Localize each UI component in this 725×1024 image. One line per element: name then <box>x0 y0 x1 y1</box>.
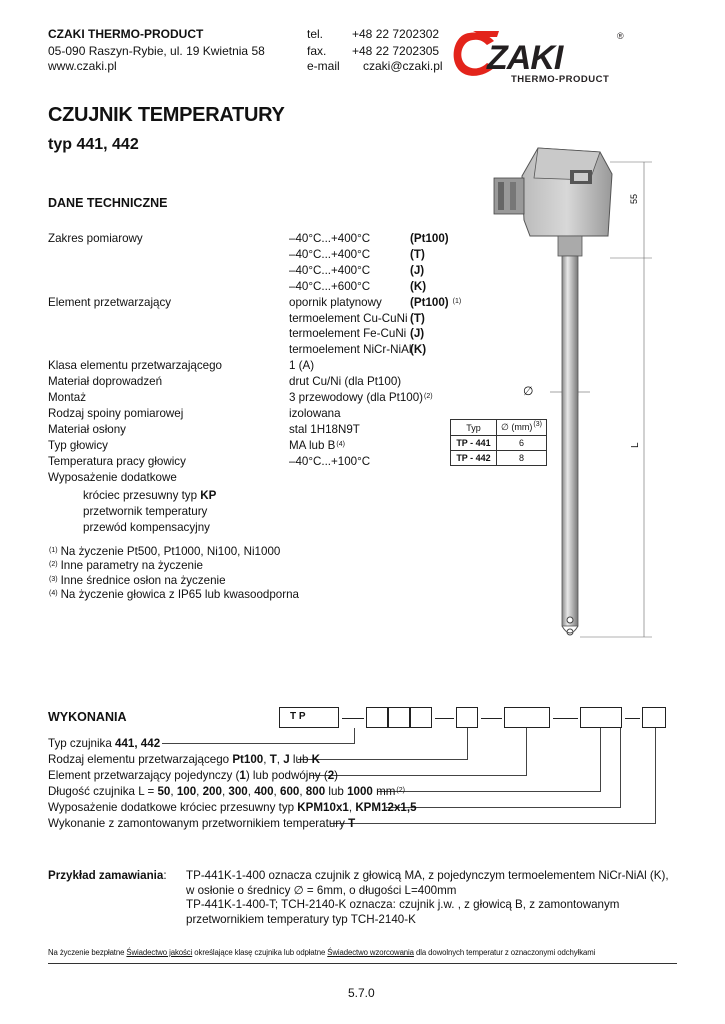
page-number: 5.7.0 <box>348 986 375 1000</box>
code-box-type3 <box>410 707 432 728</box>
tech-row-value: opornik platynowy <box>289 295 382 309</box>
tech-extra-item: króciec przesuwny typ KP <box>83 489 217 502</box>
tech-row-code: (Pt100) $^{(1)}$ <box>410 295 462 309</box>
code-box-element <box>456 707 478 728</box>
connector-line <box>298 759 468 760</box>
tech-row-value: –40°C...+400°C <box>289 232 371 245</box>
connector-line <box>310 775 527 776</box>
code-dash <box>553 718 578 719</box>
email-value[interactable]: czaki@czaki.pl <box>363 59 443 73</box>
tech-row-value: MA lub $B^{(4)}$ <box>289 438 345 452</box>
czaki-logo <box>447 25 627 87</box>
dim-diameter: ∅ <box>523 384 534 398</box>
footer-note <box>48 948 595 957</box>
table-cell-type: TP - 441 <box>451 436 497 451</box>
tech-extra-item: przewód kompensacyjny <box>83 521 210 534</box>
quality-certificate-link[interactable]: Świadectwo jakości <box>126 948 193 957</box>
company-website[interactable]: www.czaki.pl <box>48 59 117 73</box>
svg-text:ZAKI: ZAKI <box>487 39 563 77</box>
example-text <box>186 869 669 927</box>
tech-row-label: Rodzaj spoiny pomiarowej <box>48 406 184 420</box>
tech-row-value: –40°C...+400°C <box>289 263 371 277</box>
example-label: Przykład zamawiania <box>48 869 164 882</box>
tech-row-code: (J) <box>410 263 425 277</box>
fax-label: fax. <box>307 44 327 58</box>
tel-value: +48 22 7202302 <box>352 27 440 41</box>
fax-value: +48 22 7202305 <box>352 44 440 58</box>
variants-heading: WYKONANIA <box>48 710 127 724</box>
footer-divider <box>48 963 677 964</box>
dim-55: 55 <box>629 193 639 204</box>
connector-line <box>526 728 527 776</box>
tech-row-value: termoelement Fe-CuNi <box>289 327 407 341</box>
connector-line <box>600 728 601 792</box>
tech-row-label: Materiał osłony <box>48 422 126 436</box>
footer-text: dla dowolnych temperatur z oznaczonymi odchyłkami <box>413 948 596 957</box>
table-header-type: Typ <box>451 420 497 436</box>
code-prefix: T P <box>290 711 306 722</box>
code-box-option <box>642 707 666 728</box>
tech-row-label: Klasa elementu przetwarzającego <box>48 359 223 373</box>
tel-label: tel. <box>307 27 324 41</box>
tech-row-code: (Pt100) <box>410 232 449 245</box>
variant-line: Wyposażenie dodatkowe króciec przesuwny typ KPM10x1, KPM12x1,5 <box>48 801 417 814</box>
code-box-single <box>504 707 550 728</box>
example-line: TP-441K-1-400 oznacza czujnik z głowicą MA, z pojedynczym termoelementem NiCr-NiAl (K), <box>186 869 669 882</box>
sensor-drawing <box>430 140 670 650</box>
tech-heading: DANE TECHNICZNE <box>48 196 168 210</box>
code-dash <box>625 718 640 719</box>
example-line: TP-441K-1-400-T; TCH-2140-K oznacza: czujnik j.w. , z głowicą B, z zamontowanym <box>186 898 620 911</box>
variant-line: Typ czujnika 441, 442 <box>48 737 161 750</box>
variant-line: Wykonanie z zamontowanym przetwornikiem temperatury T <box>48 817 356 830</box>
tech-row-code: (T) <box>410 311 425 325</box>
svg-text:THERMO-PRODUCT: THERMO-PRODUCT <box>511 74 610 85</box>
table-cell-value: 6 <box>497 436 547 451</box>
tech-row-label: Temperatura pracy głowicy <box>48 454 186 468</box>
connector-line <box>378 791 601 792</box>
code-dash <box>435 718 454 719</box>
tech-row-value: –40°C...+100°C <box>289 454 371 468</box>
tech-row-value: izolowana <box>289 406 341 420</box>
footer-text: określające klasę czujnika lub odpłatne <box>192 948 328 957</box>
company-address: 05-090 Raszyn-Rybie, ul. 19 Kwietnia 58 <box>48 44 265 58</box>
connector-line <box>354 728 355 744</box>
tech-row-label: Wyposażenie dodatkowe <box>48 470 177 484</box>
variant-line: Długość czujnika L = 50, 100, 200, 300, 400, 600, 800 lub 1000 $mm^{(2)}$ <box>48 785 405 798</box>
page-subtitle: typ 441, 442 <box>48 136 139 153</box>
footer-text: Na życzenie bezpłatne <box>48 948 127 957</box>
connector-line <box>386 807 621 808</box>
code-dash <box>481 718 502 719</box>
company-name: CZAKI THERMO-PRODUCT <box>48 27 204 41</box>
footnote: $^{(3)}$ Inne średnice osłon na życzenie <box>49 573 226 587</box>
connector-line <box>620 728 621 808</box>
connector-line <box>467 728 468 760</box>
tech-row-value: 1 (A) <box>289 359 315 373</box>
tech-row-code: (T) <box>410 247 425 261</box>
tech-row-value: drut Cu/Ni (dla Pt100) <box>289 375 402 389</box>
tech-row-value: termoelement NiCr-NiAl <box>289 343 412 357</box>
tech-row-code: (K) <box>410 343 427 357</box>
tech-row-value: 3 przewodowy (dla Pt100)$^{(2)}$ <box>289 391 433 404</box>
dim-length: L <box>630 442 641 448</box>
table-cell-value: 8 <box>497 451 547 466</box>
tech-extra-item: przetwornik temperatury <box>83 505 208 518</box>
tech-row-label: Zakres pomiarowy <box>48 232 143 245</box>
svg-text:®: ® <box>617 31 624 41</box>
table-cell-type: TP - 442 <box>451 451 497 466</box>
tech-row-label: Montaż <box>48 391 87 404</box>
tech-row-value: stal 1H18N9T <box>289 422 360 436</box>
tech-row-value: termoelement Cu-CuNi <box>289 311 408 325</box>
example-colon: : <box>163 869 167 882</box>
tech-row-value: –40°C...+400°C <box>289 247 371 261</box>
code-box-type1 <box>366 707 388 728</box>
tech-row-code: (J) <box>410 327 425 341</box>
connector-line <box>330 823 656 824</box>
code-dash <box>342 718 364 719</box>
code-box-length <box>580 707 622 728</box>
footnote: $^{(2)}$ Inne parametry na życzenie <box>49 559 203 573</box>
connector-line <box>655 728 656 824</box>
footnote: $^{(4)}$ Na życzenie głowica z IP65 lub kwasoodporna <box>49 587 300 601</box>
tech-row-label: Element przetwarzający <box>48 295 172 309</box>
tech-row-label: Materiał doprowadzeń <box>48 375 163 389</box>
example-line: przetwornikiem temperatury typ TCH-2140-K <box>186 912 416 926</box>
diameter-table <box>450 419 547 466</box>
example-line: w osłonie o średnicy ∅ = 6mm, o długości L=400mm <box>186 883 457 897</box>
tech-row-value: –40°C...+600°C <box>289 279 371 293</box>
code-prefix-box <box>279 707 339 728</box>
table-header-diameter: ∅ (mm)$^{(3)}$ <box>497 420 547 436</box>
variant-line: Rodzaj elementu przetwarzającego Pt100, T, J lub K <box>48 753 320 766</box>
variant-line: Element przetwarzający pojedynczy (1) lub podwójny (2) <box>48 769 339 782</box>
connector-line <box>162 743 355 744</box>
email-label: e-mail <box>307 59 340 73</box>
tech-row-label: Typ głowicy <box>48 438 108 452</box>
code-box-type2 <box>388 707 410 728</box>
example-label-wrap <box>48 869 167 882</box>
calibration-certificate-link[interactable]: Świadectwo wzorcowania <box>327 948 414 957</box>
page-title: CZUJNIK TEMPERATURY <box>48 104 285 126</box>
tech-row-code: (K) <box>410 279 427 293</box>
footnote: $^{(1)}$ Na życzenie Pt500, Pt1000, Ni100, Ni1000 <box>49 545 281 558</box>
